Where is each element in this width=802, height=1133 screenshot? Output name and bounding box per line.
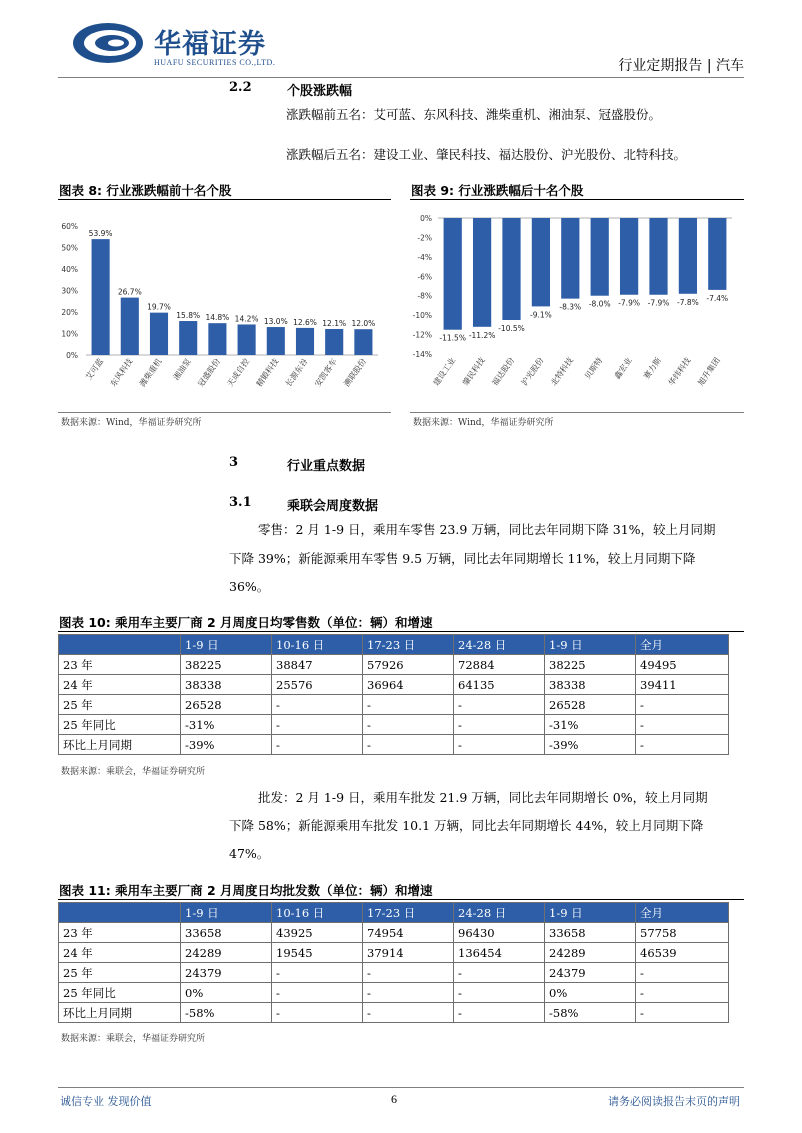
x-tick-label: 精锻科技 <box>254 356 281 389</box>
data-label: 14.2% <box>234 314 259 324</box>
header-cell: 10-16 日 <box>272 903 363 923</box>
section-number: 2.2 <box>229 80 252 95</box>
table-cell: - <box>636 983 729 1003</box>
table-cell: - <box>363 963 454 983</box>
table-cell: 0% <box>181 983 272 1003</box>
table-cell: 57926 <box>363 655 454 675</box>
company-name-cn: 华福证券 <box>154 29 266 60</box>
x-tick-label: 肇民科技 <box>461 355 487 388</box>
footer-slogan: 诚信专业 发现价值 <box>60 1095 152 1108</box>
data-label: -9.1% <box>530 310 552 320</box>
header-cell: 17-23 日 <box>363 903 454 923</box>
header-cell: 全月 <box>636 635 729 655</box>
x-tick-label: 艾可蓝 <box>84 356 106 382</box>
figure-8-chart <box>58 204 391 410</box>
section-3-number: 3 <box>229 455 239 470</box>
bottom5-text: 涨跌幅后五名：建设工业、肇民科技、福达股份、沪光股份、北特科技。 <box>286 147 687 162</box>
data-label: -7.8% <box>677 297 699 307</box>
bar <box>679 218 697 294</box>
table-cell: 96430 <box>454 923 545 943</box>
table-cell: 38225 <box>545 655 636 675</box>
data-label: 12.0% <box>351 319 376 329</box>
table-cell: 38338 <box>181 675 272 695</box>
x-tick-label: 鑫宏业 <box>612 355 634 381</box>
table-cell: - <box>636 963 729 983</box>
data-label: 26.7% <box>117 287 142 297</box>
footer-rule <box>58 1087 744 1088</box>
y-tick-label: -2% <box>417 233 432 243</box>
data-label: 13.0% <box>263 317 288 327</box>
table-cell: 136454 <box>454 943 545 963</box>
table-10-top-rule <box>58 631 744 632</box>
x-tick-label: 贝斯特 <box>583 355 605 381</box>
header-cell: 24-28 日 <box>454 903 545 923</box>
retail-table <box>58 634 729 755</box>
x-tick-label: 赛力斯 <box>642 355 664 381</box>
table-cell: - <box>363 695 454 715</box>
data-label: -7.9% <box>647 298 670 308</box>
table-cell: 36964 <box>363 675 454 695</box>
wholesale-paragraph-line: 47%。 <box>229 846 270 861</box>
data-label: -7.9% <box>618 298 640 308</box>
figure-9-source: 数据来源：Wind，华福证券研究所 <box>413 418 554 428</box>
y-tick-label: -4% <box>417 252 432 262</box>
bar <box>354 329 372 355</box>
x-tick-label: 溯联股份 <box>342 356 369 389</box>
y-tick-label: 0% <box>66 351 78 360</box>
data-label: -8.3% <box>559 302 582 312</box>
table-cell: - <box>363 983 454 1003</box>
x-tick-label: 沪光股份 <box>519 355 546 388</box>
retail-paragraph-line: 零售：2 月 1-9 日，乘用车零售 23.9 万辆，同比去年同期下降 31%，较上月同期 <box>258 522 716 537</box>
table-11-source: 数据来源：乘联会，华福证券研究所 <box>61 1034 206 1044</box>
header-cell <box>59 635 181 655</box>
figure-9-title: 图表 9: 行业涨跌幅后十名个股 <box>411 183 584 198</box>
table-cell: 33658 <box>181 923 272 943</box>
bar <box>267 327 285 355</box>
section-3-1-number: 3.1 <box>229 495 252 510</box>
bar <box>649 218 667 295</box>
row-label-cell: 23 年 <box>59 655 181 675</box>
wholesale-table <box>58 902 729 1023</box>
bar <box>532 218 550 306</box>
y-tick-label: 20% <box>61 308 78 317</box>
report-type: 行业定期报告 | 汽车 <box>618 58 744 74</box>
x-tick-label: 旭升集团 <box>696 355 722 388</box>
table-row <box>59 675 729 695</box>
header-cell: 24-28 日 <box>454 635 545 655</box>
figure-8-title: 图表 8: 行业涨跌幅前十名个股 <box>59 183 232 198</box>
figure-8-source: 数据来源：Wind，华福证券研究所 <box>61 418 202 428</box>
data-label: 14.8% <box>205 313 230 323</box>
table-cell: 19545 <box>272 943 363 963</box>
retail-paragraph-line: 36%。 <box>229 579 270 594</box>
figure-9-chart <box>410 204 744 410</box>
table-11-top-rule <box>58 899 744 900</box>
table-cell: 74954 <box>363 923 454 943</box>
table-header-row <box>59 635 729 655</box>
table-cell: 64135 <box>454 675 545 695</box>
table-cell: 24289 <box>545 943 636 963</box>
section-title: 个股涨跌幅 <box>287 84 353 99</box>
table-cell: 37914 <box>363 943 454 963</box>
table-cell: - <box>272 983 363 1003</box>
y-tick-label: 10% <box>61 329 78 339</box>
y-tick-label: 50% <box>61 243 78 253</box>
wholesale-paragraph-line: 批发：2 月 1-9 日，乘用车批发 21.9 万辆，同比去年同期增长 0%，较上月同期 <box>258 790 708 805</box>
bar <box>473 218 491 327</box>
x-tick-label: 天成自控 <box>225 356 252 389</box>
table-cell: - <box>363 715 454 735</box>
table-cell: 24379 <box>545 963 636 983</box>
table-cell: - <box>636 735 729 755</box>
row-label-cell: 23 年 <box>59 923 181 943</box>
table-10-title: 图表 10: 乘用车主要厂商 2 月周度日均零售数（单位：辆）和增速 <box>59 615 433 630</box>
table-row <box>59 983 729 1003</box>
data-label: -10.5% <box>498 324 525 333</box>
data-label: 53.9% <box>88 229 113 239</box>
bar <box>444 218 462 330</box>
table-cell: - <box>454 695 545 715</box>
bar <box>208 323 226 355</box>
section-3-1-title: 乘联会周度数据 <box>287 499 379 514</box>
table-cell: - <box>636 715 729 735</box>
bottom10-bar-chart <box>410 204 744 410</box>
bar <box>92 239 110 355</box>
bar <box>121 298 139 355</box>
x-tick-label: 福达股份 <box>490 355 517 388</box>
bar <box>325 329 343 355</box>
table-cell: 46539 <box>636 943 729 963</box>
figure-9-top-rule <box>410 199 744 200</box>
table-11-title: 图表 11: 乘用车主要厂商 2 月周度日均批发数（单位：辆）和增速 <box>59 883 433 898</box>
table-row <box>59 943 729 963</box>
table-header-row <box>59 903 729 923</box>
bar <box>591 218 609 296</box>
table-cell: 57758 <box>636 923 729 943</box>
y-tick-label: -8% <box>417 291 432 301</box>
top5-text: 涨跌幅前五名：艾可蓝、东风科技、潍柴重机、湘油泵、冠盛股份。 <box>286 107 662 122</box>
row-label-cell: 环比上月同期 <box>59 735 181 755</box>
table-cell: - <box>454 735 545 755</box>
header-cell: 1-9 日 <box>181 635 272 655</box>
table-row <box>59 695 729 715</box>
table-cell: - <box>363 735 454 755</box>
retail-paragraph-line: 下降 39%；新能源乘用车零售 9.5 万辆，同比去年同期增长 11%，较上月同期下降 <box>229 551 696 566</box>
y-tick-label: 40% <box>61 265 78 274</box>
table-cell: 38847 <box>272 655 363 675</box>
table-cell: - <box>272 695 363 715</box>
top10-bar-chart <box>58 204 391 410</box>
table-10-source: 数据来源：乘联会，华福证券研究所 <box>61 767 206 777</box>
data-label: 12.6% <box>293 317 317 327</box>
figure-8-bottom-rule <box>58 412 391 413</box>
table-cell: - <box>272 1003 363 1023</box>
header-cell: 全月 <box>636 903 729 923</box>
header-cell: 1-9 日 <box>545 635 636 655</box>
y-tick-label: -14% <box>412 350 432 359</box>
bar <box>238 324 256 355</box>
x-tick-label: 东风科技 <box>108 356 135 389</box>
table-cell: 43925 <box>272 923 363 943</box>
table-row <box>59 963 729 983</box>
table-cell: -39% <box>545 735 636 755</box>
data-label: -11.2% <box>468 330 496 340</box>
y-tick-label: 60% <box>61 222 78 231</box>
table-cell: -31% <box>545 715 636 735</box>
row-label-cell: 25 年 <box>59 963 181 983</box>
bar <box>296 328 314 355</box>
header-cell <box>59 903 181 923</box>
bar <box>620 218 638 295</box>
table-cell: 39411 <box>636 675 729 695</box>
table-cell: - <box>363 1003 454 1023</box>
header-cell: 10-16 日 <box>272 635 363 655</box>
x-tick-label: 冠盛股份 <box>196 356 223 389</box>
table-cell: 0% <box>545 983 636 1003</box>
x-tick-label: 湘油泵 <box>171 356 193 382</box>
table-row <box>59 715 729 735</box>
table-cell: 24379 <box>181 963 272 983</box>
figure-9-bottom-rule <box>410 412 744 413</box>
table-cell: 24289 <box>181 943 272 963</box>
table-row <box>59 923 729 943</box>
table-cell: - <box>454 1003 545 1023</box>
table-cell: 72884 <box>454 655 545 675</box>
table-cell: - <box>454 983 545 1003</box>
x-tick-label: 安凯客车 <box>313 356 339 389</box>
wholesale-paragraph-line: 下降 58%；新能源乘用车批发 10.1 万辆，同比去年同期增长 44%，较上月同期下降 <box>229 818 704 833</box>
table-cell: 26528 <box>181 695 272 715</box>
table-cell: - <box>636 1003 729 1023</box>
bar <box>150 313 168 355</box>
data-label: -11.5% <box>439 333 466 343</box>
footer-disclaimer: 请务必阅读报告末页的声明 <box>608 1095 740 1108</box>
x-tick-label: 北特科技 <box>549 355 575 388</box>
row-label-cell: 环比上月同期 <box>59 1003 181 1023</box>
table-cell: -58% <box>545 1003 636 1023</box>
row-label-cell: 24 年 <box>59 943 181 963</box>
logo-mark-icon <box>70 18 150 68</box>
header-cell: 1-9 日 <box>181 903 272 923</box>
company-name-en: HUAFU SECURITIES CO.,LTD. <box>154 58 276 67</box>
bar <box>179 321 197 355</box>
x-tick-label: 华纬科技 <box>666 355 693 388</box>
data-label: 12.1% <box>322 318 347 328</box>
table-cell: - <box>272 715 363 735</box>
table-cell: 25576 <box>272 675 363 695</box>
data-label: -7.4% <box>706 293 729 303</box>
header-rule <box>58 77 744 78</box>
table-row <box>59 735 729 755</box>
bar <box>708 218 726 290</box>
bar <box>561 218 579 299</box>
page-number: 6 <box>391 1092 397 1106</box>
header-cell: 17-23 日 <box>363 635 454 655</box>
row-label-cell: 25 年同比 <box>59 715 181 735</box>
y-tick-label: -10% <box>412 311 432 321</box>
table-cell: - <box>272 735 363 755</box>
x-tick-label: 建设工业 <box>431 355 458 388</box>
data-label: -8.0% <box>588 299 611 309</box>
row-label-cell: 25 年同比 <box>59 983 181 1003</box>
bar <box>502 218 520 320</box>
y-tick-label: -12% <box>412 330 432 340</box>
table-cell: 33658 <box>545 923 636 943</box>
row-label-cell: 24 年 <box>59 675 181 695</box>
table-cell: - <box>454 715 545 735</box>
data-label: 15.8% <box>176 311 201 321</box>
table-cell: - <box>454 963 545 983</box>
section-3-title: 行业重点数据 <box>287 459 366 474</box>
table-cell: - <box>272 963 363 983</box>
table-cell: 26528 <box>545 695 636 715</box>
x-tick-label: 潍柴重机 <box>137 356 164 389</box>
table-cell: 49495 <box>636 655 729 675</box>
data-label: 19.7% <box>147 302 171 312</box>
table-cell: 38225 <box>181 655 272 675</box>
figure-8-top-rule <box>58 199 391 200</box>
table-row <box>59 655 729 675</box>
table-row <box>59 1003 729 1023</box>
y-tick-label: -6% <box>417 272 432 282</box>
table-cell: - <box>636 695 729 715</box>
table-cell: -31% <box>181 715 272 735</box>
table-cell: -58% <box>181 1003 272 1023</box>
x-tick-label: 长源东谷 <box>283 356 310 389</box>
row-label-cell: 25 年 <box>59 695 181 715</box>
company-logo <box>70 18 300 70</box>
y-tick-label: 30% <box>61 286 78 296</box>
y-tick-label: 0% <box>420 214 432 223</box>
table-cell: -39% <box>181 735 272 755</box>
header-cell: 1-9 日 <box>545 903 636 923</box>
table-cell: 38338 <box>545 675 636 695</box>
